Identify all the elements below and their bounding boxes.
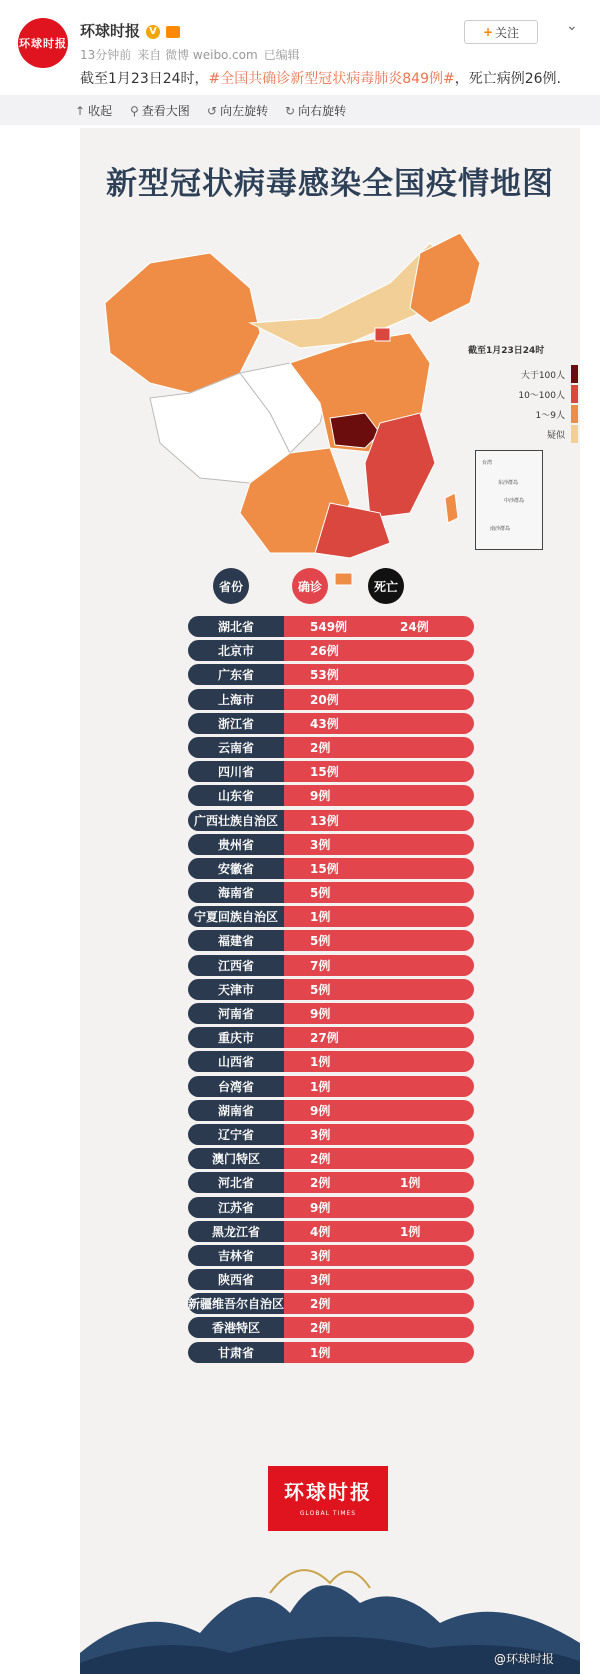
table-row: [188, 1051, 474, 1072]
province-cell: 重庆市: [188, 1027, 284, 1048]
confirmed-cell: 15例: [310, 765, 339, 780]
avatar-text: 环球时报: [19, 37, 67, 50]
rotate-right-button[interactable]: [285, 102, 346, 119]
confirmed-header: 确诊: [292, 568, 328, 604]
hashtag-link[interactable]: #全国共确诊新型冠状病毒肺炎849例#: [208, 71, 455, 87]
follow-label: 关注: [495, 25, 520, 40]
province-cell: 福建省: [188, 930, 284, 951]
logo-sub: GLOBAL TIMES: [299, 1510, 357, 1517]
confirmed-cell: 2例: [310, 1176, 331, 1191]
column-headers: [80, 568, 580, 608]
rotate-left-icon: ↺: [207, 104, 218, 118]
infographic-image[interactable]: [80, 128, 580, 1674]
table-row: [188, 1269, 474, 1290]
table-row: [188, 1317, 474, 1338]
table-row: [188, 1197, 474, 1218]
south-china-sea-inset: [475, 450, 543, 550]
confirmed-cell: 5例: [310, 934, 331, 949]
province-cell: 甘肃省: [188, 1342, 284, 1363]
table-row: [188, 1293, 474, 1314]
author-label[interactable]: 环球时报: [80, 22, 141, 40]
legend-row: [468, 384, 578, 404]
collapse-icon: ↑: [75, 104, 86, 118]
table-row: [188, 979, 474, 1000]
table-row: [188, 1172, 474, 1193]
confirmed-cell: 20例: [310, 692, 339, 707]
confirmed-cell: 27例: [310, 1031, 339, 1046]
rotate-left-label: 向左旋转: [220, 104, 269, 118]
province-cell: 河南省: [188, 1003, 284, 1024]
legend-row: [468, 424, 578, 444]
post-time: 13分钟前: [80, 48, 132, 62]
confirmed-cell: 9例: [310, 1200, 331, 1215]
province-cell: 黑龙江省: [188, 1221, 284, 1242]
confirmed-cell: 2例: [310, 1152, 331, 1167]
deaths-cell: 1例: [400, 1176, 421, 1191]
confirmed-cell: 3例: [310, 1248, 331, 1263]
confirmed-cell: 26例: [310, 644, 339, 659]
author-name[interactable]: [80, 20, 180, 41]
plus-icon: +: [482, 25, 494, 39]
confirmed-cell: 15例: [310, 861, 339, 876]
table-row: [188, 664, 474, 685]
rotate-right-label: 向右旋转: [298, 104, 347, 118]
confirmed-cell: 1例: [310, 1055, 331, 1070]
post-meta: [80, 46, 306, 63]
confirmed-cell: 5例: [310, 886, 331, 901]
table-row: [188, 689, 474, 710]
province-cell: 陕西省: [188, 1269, 284, 1290]
confirmed-cell: 549例: [310, 620, 348, 634]
province-cell: 江苏省: [188, 1197, 284, 1218]
watermark: @环球时报: [494, 1652, 555, 1666]
province-cell: 海南省: [188, 882, 284, 903]
view-large-label: 查看大图: [141, 104, 190, 118]
deaths-cell: 1例: [400, 1224, 421, 1239]
province-cell: 新疆维吾尔自治区: [188, 1293, 284, 1314]
inset-label: 中沙群岛: [504, 498, 525, 504]
legend-swatch: [571, 385, 578, 403]
confirmed-cell: 9例: [310, 1103, 331, 1118]
table-row: [188, 955, 474, 976]
legend-row: [468, 364, 578, 384]
confirmed-cell: 53例: [310, 668, 339, 683]
table-row: [188, 1124, 474, 1145]
table-row: [188, 1148, 474, 1169]
post-text-prefix: 截至1月23日24时，: [80, 71, 209, 87]
table-row: [188, 930, 474, 951]
search-icon: ⚲: [130, 104, 139, 118]
post-source[interactable]: 来自 微博 weibo.com: [137, 48, 258, 62]
confirmed-cell: 9例: [310, 1007, 331, 1021]
table-row: [188, 858, 474, 879]
province-cell: 香港特区: [188, 1317, 284, 1338]
province-cell: 浙江省: [188, 713, 284, 734]
province-cell: 四川省: [188, 761, 284, 782]
follow-button[interactable]: [464, 20, 538, 44]
table-row: [188, 737, 474, 758]
province-cell: 台湾省: [188, 1076, 284, 1097]
confirmed-cell: 3例: [310, 837, 331, 852]
legend-label: 1～9人: [535, 410, 565, 421]
post-text: [80, 68, 561, 88]
table-row: [188, 713, 474, 734]
chevron-down-icon[interactable]: ⌄: [566, 18, 578, 34]
province-cell: 湖北省: [188, 616, 284, 637]
inset-label: 台湾: [482, 460, 493, 466]
rotate-right-icon: ↻: [285, 104, 296, 118]
confirmed-cell: 3例: [310, 1127, 331, 1142]
province-cell: 吉林省: [188, 1245, 284, 1266]
table-row: [188, 640, 474, 661]
province-cell: 山东省: [188, 785, 284, 806]
legend-row: [468, 404, 578, 424]
province-cell: 云南省: [188, 737, 284, 758]
post-edited[interactable]: 已编辑: [263, 48, 300, 62]
legend-title: 截至1月23日24时: [468, 346, 545, 356]
province-cell: 上海市: [188, 689, 284, 710]
legend-label: 疑似: [546, 430, 565, 441]
table-row: [188, 1003, 474, 1024]
map-northeast: [410, 233, 480, 323]
legend-label: 10～100人: [518, 390, 565, 401]
province-cell: 澳门特区: [188, 1148, 284, 1169]
map-beijing: [375, 328, 390, 341]
province-cell: 辽宁省: [188, 1124, 284, 1145]
confirmed-cell: 13例: [310, 813, 339, 828]
logo-text: 环球时报: [284, 1480, 372, 1504]
province-cell: 江西省: [188, 955, 284, 976]
map-taiwan: [445, 493, 458, 523]
table-row: [188, 810, 474, 831]
legend-label: 大于100人: [520, 370, 565, 381]
rotate-left-button[interactable]: [207, 102, 268, 119]
confirmed-cell: 3例: [310, 1273, 331, 1288]
legend-swatch: [571, 365, 578, 383]
post-text-suffix: ，死亡病例26例.: [454, 71, 561, 87]
province-cell: 湖南省: [188, 1100, 284, 1121]
table-row: [188, 785, 474, 806]
table-row: [188, 616, 474, 637]
confirmed-cell: 1例: [310, 910, 331, 925]
table-row: [188, 1245, 474, 1266]
map-legend: [468, 343, 578, 444]
image-toolbar: [0, 95, 600, 125]
table-row: [188, 761, 474, 782]
collapse-button[interactable]: [75, 102, 112, 119]
map-xinjiang: [105, 253, 260, 393]
province-cell: 广西壮族自治区: [188, 810, 284, 831]
table-row: [188, 1076, 474, 1097]
inset-label: 东沙群岛: [498, 480, 519, 486]
infographic-title: 新型冠状病毒感染全国疫情地图: [106, 166, 554, 202]
province-cell: 北京市: [188, 640, 284, 661]
province-header: 省份: [213, 568, 249, 604]
confirmed-cell: 1例: [310, 1345, 331, 1360]
vip-icon: [166, 26, 180, 38]
province-cell: 安徽省: [188, 858, 284, 879]
province-cell: 天津市: [188, 979, 284, 1000]
legend-swatch: [571, 425, 578, 443]
province-cell: 广东省: [188, 664, 284, 685]
confirmed-cell: 4例: [310, 1224, 331, 1239]
province-cell: 河北省: [188, 1172, 284, 1193]
table-row: [188, 1027, 474, 1048]
confirmed-cell: 9例: [310, 789, 331, 804]
table-row: [188, 834, 474, 855]
global-times-logo: [268, 1466, 388, 1531]
deaths-header: 死亡: [368, 568, 404, 604]
table-row: [188, 906, 474, 927]
case-table: [188, 616, 474, 1366]
province-cell: 宁夏回族自治区: [188, 906, 284, 927]
table-row: [188, 1100, 474, 1121]
confirmed-cell: 7例: [310, 958, 331, 973]
table-row: [188, 1342, 474, 1363]
province-cell: 山西省: [188, 1051, 284, 1072]
table-row: [188, 1221, 474, 1242]
confirmed-cell: 2例: [310, 1297, 331, 1312]
confirmed-cell: 2例: [310, 1321, 331, 1336]
view-large-button[interactable]: [130, 102, 190, 119]
verified-icon: V: [146, 25, 160, 39]
collapse-label: 收起: [88, 104, 113, 118]
confirmed-cell: 1例: [310, 1079, 331, 1094]
confirmed-cell: 5例: [310, 982, 331, 997]
avatar[interactable]: [18, 18, 68, 68]
inset-label: 南沙群岛: [490, 526, 511, 532]
table-row: [188, 882, 474, 903]
deaths-cell: 24例: [400, 620, 429, 634]
post-header: [0, 0, 600, 95]
confirmed-cell: 2例: [310, 740, 331, 755]
confirmed-cell: 43例: [310, 716, 339, 731]
province-cell: 贵州省: [188, 834, 284, 855]
legend-swatch: [571, 405, 578, 423]
